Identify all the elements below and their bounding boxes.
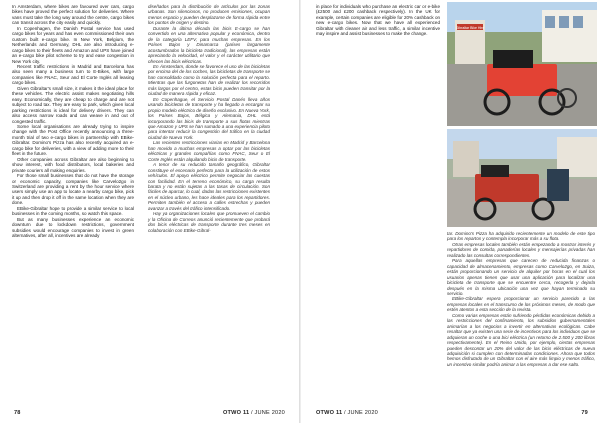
paragraph: In Amsterdam, where bikes are favoured over cars, cargo bikes have proved the perfect solution for deliveries. Where vans must take the long way around the centre, cargo bikes can transit across the city easily and quickly. bbox=[12, 4, 134, 26]
cargo-bike-photo-bottom bbox=[447, 129, 597, 227]
paragraph: In Copenhagen, the Danish Postal service has used cargo bikes for years and has even commissioned their own custom built e-cargo bike. In New York, Belgium, the Netherlands and Germany, DHL are also introducing e-cargo bikes to their fleets and Amazon and UPS have joined an e-cargo bike pilot scheme to try and ease congestion in New York city. bbox=[12, 25, 134, 64]
right-page bbox=[300, 0, 600, 423]
paragraph: Para aquellas empresas que carecen de reducida finanzas o capacidad de almacenamiento, empresas como Carvelo2go, en Suiza, están proporcionando un servicio de alquiler por horas en el cual los usuarios apenas tienen que usar una aplicación para localizar una bicicleta de transporte que se encuentre cerca, recogerla y dejarla después en la misma ubicación una vez que hayan terminado su servicio. bbox=[447, 258, 595, 296]
paragraph: in place for individuals who purchase an electric car or e-bike (£2500 and £200 cashback respectively). In the UK for example, certain companies are eligible for 20% cashback on new e-cargo bikes. Now that we have all experienced Gibraltar with cleaner air and less traffic, a similar incentive may inspire and assist businesses to make the change. bbox=[316, 4, 440, 37]
paragraph: But as many businesses experience an economic downturn due to lockdown restrictions, government subsidies would encourage companies to invest in green alternatives, after all, incentives are already bbox=[12, 216, 134, 239]
cargo-bike-photo-top bbox=[447, 2, 597, 126]
right-spanish-column bbox=[447, 231, 595, 367]
paragraph: A tenor de su reducido tamaño geográfico, Gibraltar constituye el escenario perfecto para la utilización de estos vehículos. El apoyo eléctrico permite negociar las cuestas con facilidad. En el terreno económico, su carga resulta barata y no están sujetas a las tasas de circulación. Son fáciles de aparcar, lo cual, dadas las restricciones existentes en el núcleo urbano, les hace ideales para los repartidores. Permiten también el acceso a calles estrechas y pueden avanzar a través del tráfico intensificado. bbox=[148, 162, 270, 211]
paragraph: EBike-Gibraltar espera proporcionar un servicio parecido a las empresas locales en el transcurso de los próximos meses, de modo que estén atentos a esta sección de la revista. bbox=[447, 296, 595, 313]
paragraph: Otras empresas locales también están empezando a mostrar interés y repartidores de comida, panaderías locales y mensajerías privadas han realizado las consultas correspondientes. bbox=[447, 241, 595, 258]
issue-date: / JUNE 2020 bbox=[344, 410, 378, 416]
paragraph: tar. Domino's Pizza ha adquirido recientemente un modelo de este tipo para los repartos y contempla incorporar más a su flota. bbox=[447, 231, 595, 242]
paragraph: En Ámsterdam, donde se favorece el uso de las bicicletas por encima del de los coches, las bicicletas de transporte se han consolidado como la solución perfecta para el reparto. Mientras que las furgonetas han de realizar los recorridos más largos por el centro, estas bicis pueden transitar por la ciudad de manera rápida y eficaz. bbox=[148, 63, 270, 97]
right-english-column bbox=[316, 4, 440, 37]
magazine-name: OTWO 11 bbox=[316, 410, 343, 416]
left-page-number: 78 bbox=[14, 410, 21, 416]
sign-text: Gibraltar Bike Hire bbox=[455, 26, 485, 30]
left-footer-magazine bbox=[223, 410, 285, 416]
paragraph: Other companies across Gibraltar are also beginning to show interest, with food distributors, local bakeries and private couriers all making enquiries. bbox=[12, 156, 134, 173]
right-footer-magazine bbox=[316, 410, 378, 416]
paragraph: EBike-Gibraltar hope to provide a similar service to local businesses in the coming months, so watch this space. bbox=[12, 205, 134, 217]
paragraph: Como varias empresas están sufriendo pérdidas económicas debido a las restricciones del confinamiento, los subsidios gubernamentales animarían a los negocios a invertir en alternativas ecológicas. Cabe resaltar que ya existen una serie de incentivos para los individuos que se adquieran un coche o una bici eléctrica (un retorno de 2.500 y 200 libras respectivamente). En el Reino Unido, por ejemplo, ciertas empresas pueden descontar un 20% del valor de las bicis eléctricas de nueva adquisición si cumplen con determinadas condiciones. Ahora que todos hemos disfrutado de un Gibraltar con el aire más limpio y menos tráfico, un incentivo similar podría animar a las empresas a dar ese salto. bbox=[447, 312, 595, 367]
paragraph: Recent traffic restrictions in Madrid and Barcelona has also seen many a business turn to E-Bikes, with large companies like FNAC, Seur and El Corte Inglés all leasing cargo bikes. bbox=[12, 63, 134, 86]
paragraph: For those small businesses that do not have the storage or economic capacity, companies like Carvelo2go in Switzerland are providing a rent by the hour service where users simply use an app to locate a nearby cargo bike, pick it up and then drop it off in the same location when they are done. bbox=[12, 173, 134, 206]
paragraph: Durante la última década las bicis E-cargo se han convertido en una alternativa popular y económica, dentro de la categoría LEFV, para muchas empresas. En los Países Bajos y Dinamarca (países largamente acostumbrados la bicicleta tradicional), las empresas están apreciando la velocidad, el valor y el carácter utilitario que ofrecen las bicis eléctricas. bbox=[148, 25, 270, 64]
paragraph: Given Gibraltar's small size, it makes it the ideal place for these vehicles. The electric assist makes negotiating hills easy. Economically, they are cheap to charge and are not subject to road tax. They are easy to park, which given local parking restrictions is ideal for delivery drivers. They can also access narrow roads and can weave in and out of congested traffic. bbox=[12, 85, 134, 124]
paragraph: Hay ya organizaciones locales que promueven el cambio y la Oficina de Correos anunció recientemente que probará dos bicis eléctricas de transporte durante tres meses en colaboración con EBike-Gibral- bbox=[148, 211, 270, 233]
left-spanish-column bbox=[148, 4, 270, 233]
magazine-name: OTWO 11 bbox=[223, 410, 250, 416]
paragraph: Some local organisations are already trying to inspire change with the Post Office recently announcing a three-month trial of two e-cargo bikes in partnership with EBike-Gibraltar. Domino's Pizza has also recently acquired an e-cargo bike for deliveries, with a view of adding more to their fleet in the future. bbox=[12, 123, 134, 157]
issue-date: / JUNE 2020 bbox=[251, 410, 285, 416]
right-page-number: 79 bbox=[581, 410, 588, 416]
paragraph: diseñados para la distribución de artículos por las zonas urbanas. Son silenciosos, no producen emisiones, ocupan menos espacio y pueden desplazarse de forma rápida entre los puntos de origen y destino. bbox=[148, 4, 270, 26]
paragraph: Las recientes restricciones viarias en Madrid y Barcelona han movido a muchas empresas a optar por las bicicletas eléctricas y grandes compañías como FNAC, Seur o El Corte Inglés están alquilando bicis de transporte. bbox=[148, 140, 270, 162]
left-english-column bbox=[12, 4, 134, 238]
paragraph: En Copenhague, el Servicio Postal Danés lleva años usando bicicletas de transporte y ha llegado a encargar su propio modelo eléctrico de diseño exclusivo. En Nueva York, los Países Bajos, Bélgica y Alemania, DHL está incorporando las bicis de transporte a sus flotas mientras que Amazon y UPS se han sumado a una experiencia piloto para intentar reducir la congestión del tráfico en la ciudad ciudad de Nueva York. bbox=[148, 96, 270, 140]
